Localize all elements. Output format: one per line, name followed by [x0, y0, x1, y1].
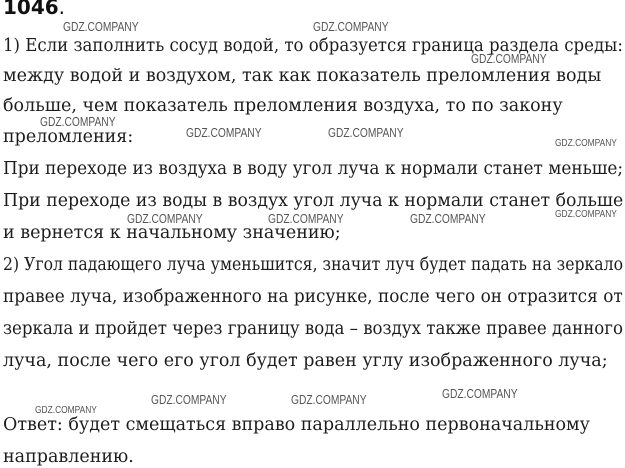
text-line: направлению. [3, 447, 134, 467]
text-line: луча, после чего его угол будет равен углу изображенного луча; [3, 351, 608, 371]
text-line: правее луча, изображенного на рисунке, после чего он отразится от [3, 287, 623, 307]
watermark: GDZ.COMPANY [186, 126, 262, 140]
text-line: преломления: [3, 127, 134, 147]
watermark: GDZ.COMPANY [442, 387, 518, 401]
watermark: GDZ.COMPANY [151, 393, 227, 407]
watermark: GDZ.COMPANY [63, 20, 139, 34]
text-line: При переходе из воды в воздух угол луча к нормали станет больше [3, 191, 624, 211]
text-line: между водой и воздухом, так как показатель преломления воды [3, 66, 602, 86]
watermark: GDZ.COMPANY [471, 52, 547, 66]
text-line: больше, чем показатель преломления воздуха, то по закону [3, 96, 563, 116]
watermark: GDZ.COMPANY [40, 115, 116, 129]
watermark: GDZ.COMPANY [555, 208, 617, 220]
watermark: GDZ.COMPANY [35, 404, 97, 416]
text-line: 2) Угол падающего луча уменьшится, значит луч будет падать на зеркало [3, 255, 624, 275]
watermark: GDZ.COMPANY [410, 212, 486, 226]
problem-number-suffix: . [58, 0, 66, 19]
problem-number-value: 1046 [3, 0, 59, 19]
watermark: GDZ.COMPANY [291, 393, 367, 407]
watermark: GDZ.COMPANY [555, 137, 617, 149]
watermark: GDZ.COMPANY [127, 212, 203, 226]
text-line: 1) Если заполнить сосуд водой, то образуется граница раздела среды: [3, 36, 623, 56]
text-line: При переходе из воздуха в воду угол луча к нормали станет меньше; [3, 159, 624, 179]
watermark: GDZ.COMPANY [328, 126, 404, 140]
watermark: GDZ.COMPANY [268, 212, 344, 226]
text-line: зеркала и пройдет через границу вода – воздух также правее данного [3, 319, 623, 339]
text-line: и вернется к начальному значению; [3, 223, 341, 243]
watermark: GDZ.COMPANY [313, 20, 389, 34]
text-line: Ответ: будет смещаться вправо параллельно первоначальному [3, 415, 590, 435]
problem-number [3, 0, 65, 20]
